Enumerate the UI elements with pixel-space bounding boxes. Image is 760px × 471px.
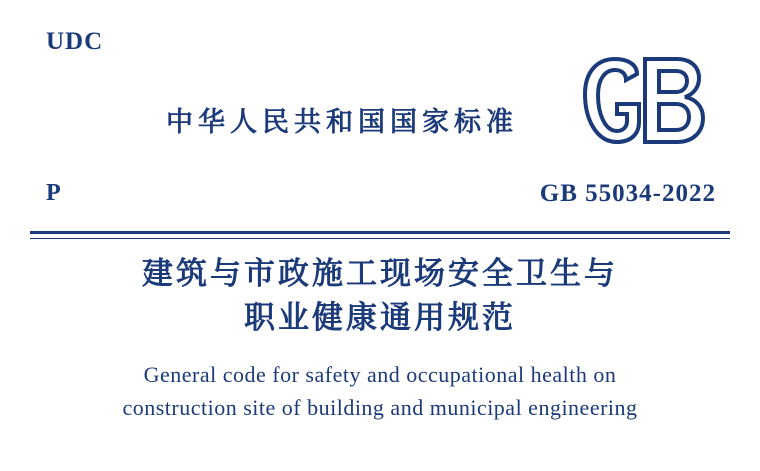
udc-label: UDC [46,28,104,55]
gb-logo-icon [577,54,712,150]
header-divider-thin [30,238,730,239]
title-cn-line-2: 职业健康通用规范 [244,300,516,336]
title-cn-line-1: 建筑与市政施工现场安全卫生与 [142,256,618,292]
classification-code-label: P [46,180,61,206]
title-en-line-1: General code for safety and occupational health on [143,362,617,387]
header-divider-thick [30,231,730,234]
cover-header [0,0,760,232]
national-standard-title: 中华人民共和国国家标准 [166,107,518,138]
title-en-line-2: construction site of building and municipal engineering [122,395,638,420]
cover-title-block [0,252,760,424]
standard-number: GB 55034-2022 [539,180,716,207]
